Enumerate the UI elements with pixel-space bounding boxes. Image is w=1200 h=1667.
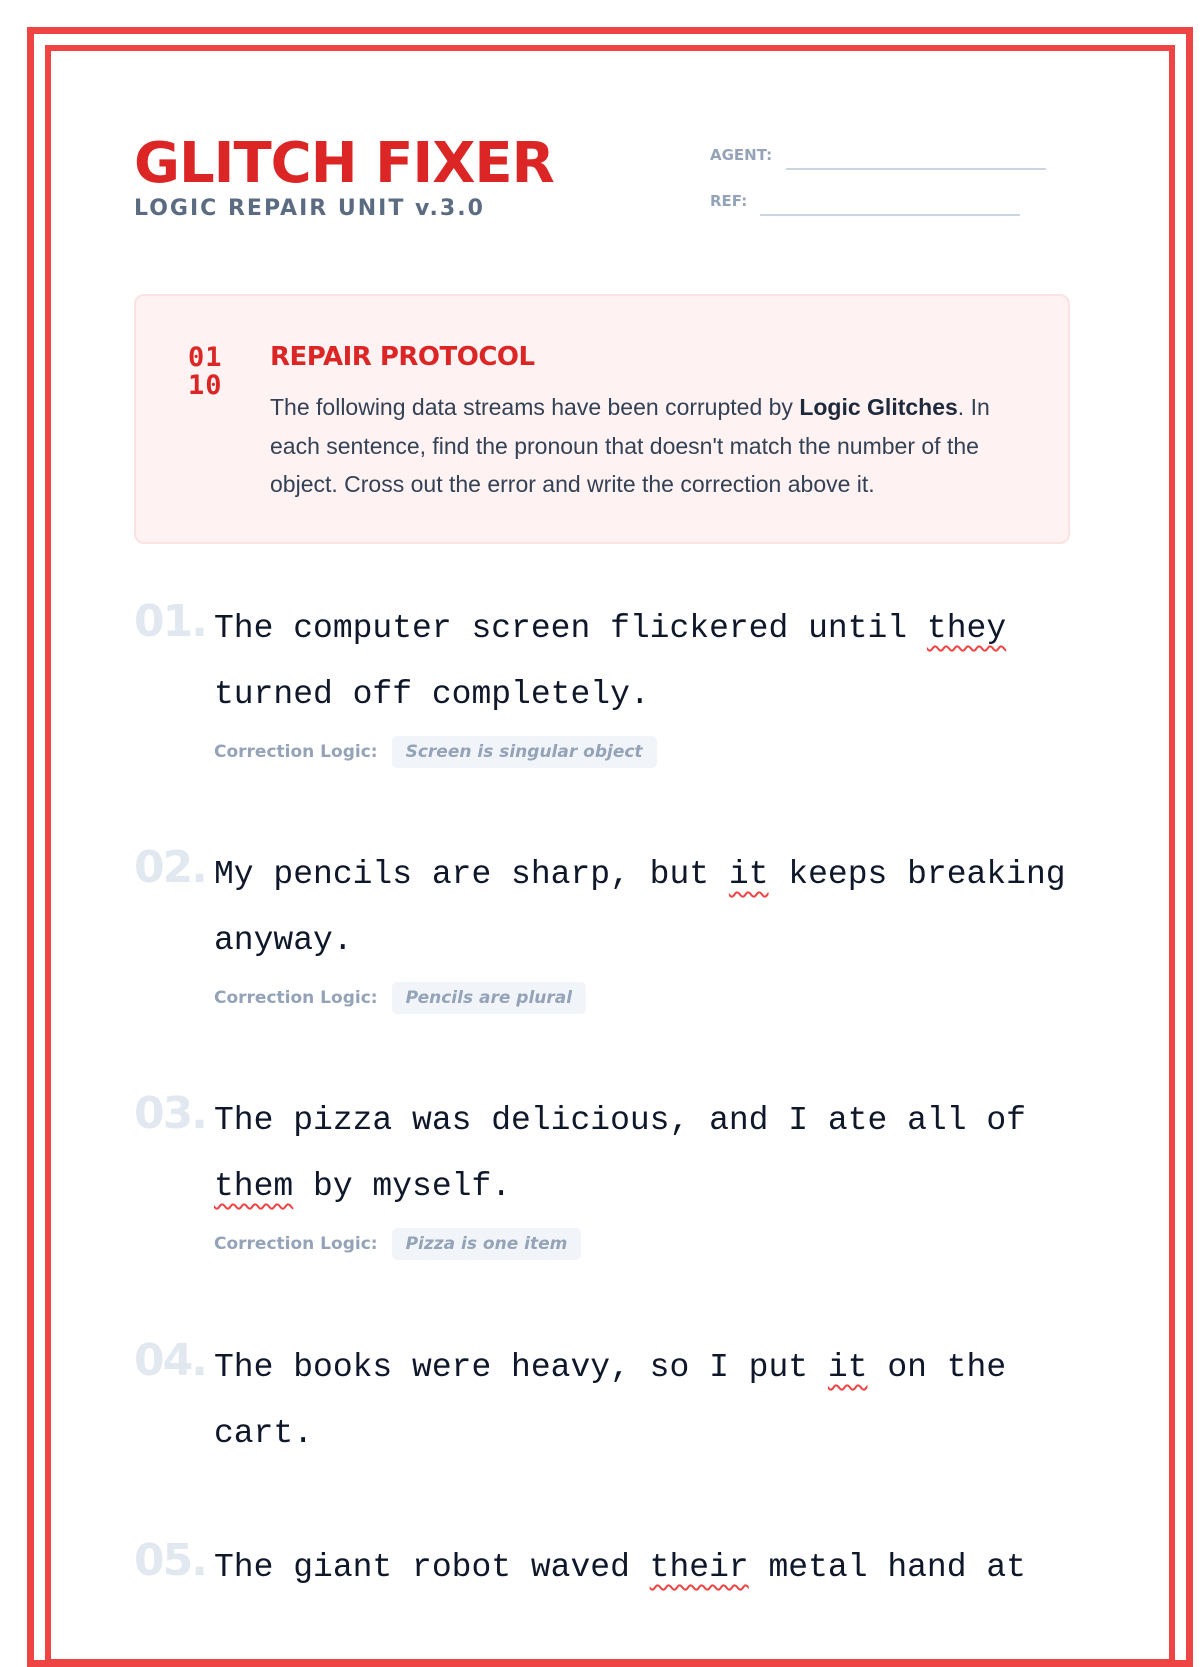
correction-logic-label: Correction Logic: bbox=[214, 742, 378, 762]
item-number: 01. bbox=[134, 596, 206, 647]
sentence-text: by myself. bbox=[293, 1168, 512, 1205]
agent-field[interactable] bbox=[786, 168, 1046, 170]
correction-logic-label: Correction Logic: bbox=[214, 1234, 378, 1254]
item-number: 05. bbox=[134, 1535, 206, 1586]
correction-logic bbox=[214, 982, 586, 1014]
agent-label: AGENT: bbox=[710, 146, 773, 164]
error-pronoun[interactable]: their bbox=[649, 1549, 749, 1586]
binary-icon-line-1: 01 bbox=[188, 342, 223, 373]
worksheet-title: GLITCH FIXER bbox=[134, 131, 554, 196]
correction-logic bbox=[214, 1228, 581, 1260]
sentence-text: The computer screen flickered until bbox=[214, 610, 927, 647]
correction-logic-hint: Pencils are plural bbox=[392, 982, 587, 1014]
sentence-text: keeps breaking anyway. bbox=[214, 856, 1066, 959]
protocol-text-end: . In each sentence, find the pronoun that doesn't match the number of the object. Cross out the error and write the correction above it. bbox=[270, 394, 990, 497]
binary-icon-line-2: 10 bbox=[188, 370, 223, 401]
correction-logic-hint: Screen is singular object bbox=[392, 736, 657, 768]
protocol-heading: REPAIR PROTOCOL bbox=[270, 342, 535, 372]
error-pronoun[interactable]: it bbox=[827, 1349, 868, 1386]
sentence-text: on the cart. bbox=[214, 1349, 1007, 1452]
repair-protocol-panel bbox=[134, 294, 1070, 544]
sentence-text: metal hand at bbox=[748, 1549, 1026, 1586]
sentence-text: The books were heavy, so I put bbox=[214, 1349, 828, 1386]
item-sentence bbox=[214, 1535, 1084, 1601]
correction-logic-hint: Pizza is one item bbox=[392, 1228, 582, 1260]
item-sentence bbox=[214, 596, 1084, 728]
item-number: 04. bbox=[134, 1335, 206, 1386]
correction-logic bbox=[214, 736, 657, 768]
ref-label: REF: bbox=[710, 192, 748, 210]
sentence-text: The giant robot waved bbox=[214, 1549, 650, 1586]
worksheet-subtitle: LOGIC REPAIR UNIT v.3.0 bbox=[134, 196, 485, 221]
item-sentence bbox=[214, 1088, 1084, 1220]
sentence-text: My pencils are sharp, but bbox=[214, 856, 729, 893]
error-pronoun[interactable]: them bbox=[214, 1168, 294, 1205]
item-sentence bbox=[214, 842, 1084, 974]
protocol-text-bold: Logic Glitches bbox=[799, 394, 958, 420]
item-sentence bbox=[214, 1335, 1084, 1467]
binary-icon bbox=[188, 344, 223, 400]
item-number: 02. bbox=[134, 842, 206, 893]
correction-logic-label: Correction Logic: bbox=[214, 988, 378, 1008]
error-pronoun[interactable]: it bbox=[728, 856, 769, 893]
sentence-text: turned off completely. bbox=[214, 676, 650, 713]
protocol-text-start: The following data streams have been corrupted by bbox=[270, 394, 800, 420]
protocol-instructions bbox=[270, 388, 1030, 504]
ref-field[interactable] bbox=[760, 214, 1020, 216]
error-pronoun[interactable]: they bbox=[926, 610, 1007, 647]
sentence-text: The pizza was delicious, and I ate all of bbox=[214, 1102, 1026, 1139]
item-number: 03. bbox=[134, 1088, 206, 1139]
